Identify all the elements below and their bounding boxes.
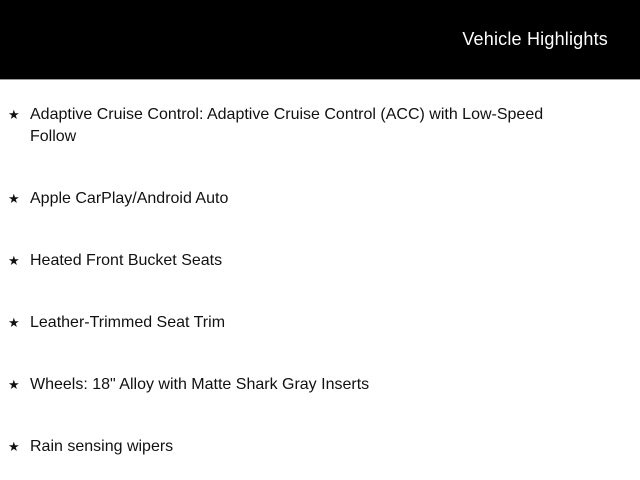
list-item (8, 104, 616, 148)
star-icon: ★ (8, 253, 20, 268)
page-title: Vehicle Highlights (462, 29, 608, 49)
list-item (8, 436, 616, 458)
header-bar (0, 0, 640, 80)
star-icon: ★ (8, 439, 20, 454)
list-item-label: Apple CarPlay/Android Auto (30, 190, 229, 207)
list-item-label: Rain sensing wipers (30, 438, 174, 455)
list-item (8, 250, 616, 272)
list-item-label: Adaptive Cruise Control: Adaptive Cruise Control (ACC) with Low-Speed Follow (30, 106, 544, 145)
list-item-label: Heated Front Bucket Seats (30, 252, 223, 269)
list-item (8, 312, 616, 334)
highlights-section (0, 80, 640, 458)
list-item (8, 374, 616, 396)
list-item-label: Leather-Trimmed Seat Trim (30, 314, 226, 331)
list-item-label: Wheels: 18" Alloy with Matte Shark Gray Inserts (30, 376, 370, 393)
star-icon: ★ (8, 315, 20, 330)
star-icon: ★ (8, 377, 20, 392)
star-icon: ★ (8, 191, 20, 206)
list-item (8, 188, 616, 210)
star-icon: ★ (8, 107, 20, 122)
highlights-list (8, 104, 616, 458)
